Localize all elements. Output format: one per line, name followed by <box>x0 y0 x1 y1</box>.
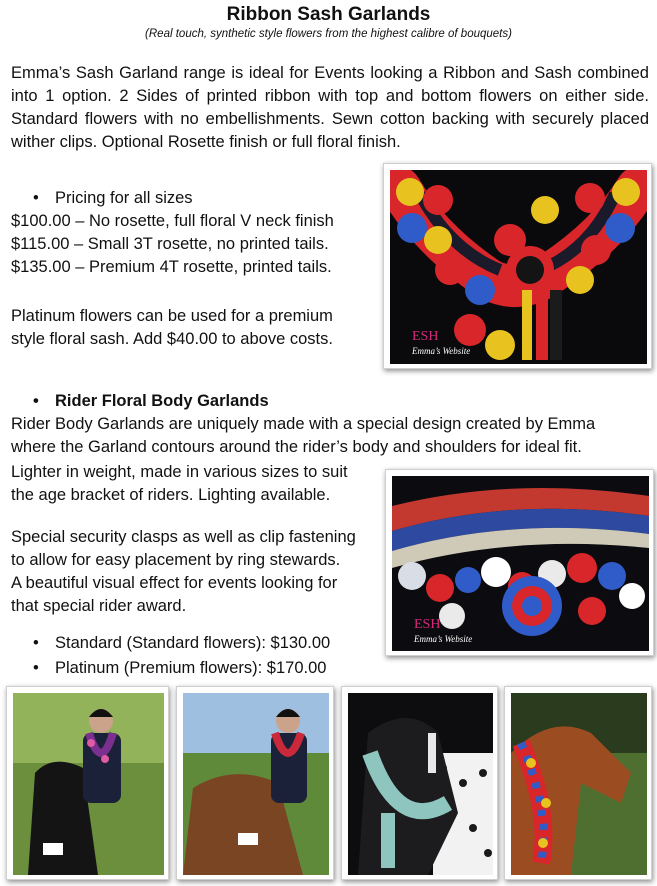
price-line: $100.00 – No rosette, full floral V neck finish <box>11 212 334 230</box>
price-line: $135.00 – Premium 4T rosette, printed tails. <box>11 258 332 276</box>
page-title: Ribbon Sash Garlands <box>226 4 431 25</box>
pricing-heading: Pricing for all sizes <box>55 189 193 207</box>
rider-photo-1 <box>6 686 169 880</box>
bullet-dot: • <box>33 659 39 677</box>
security-text: Special security clasps as well as clip fastening <box>11 528 356 546</box>
option-standard: Standard (Standard flowers): $130.00 <box>55 634 331 652</box>
bullet-dot: • <box>33 392 39 410</box>
watermark-caption: Emma’s Website <box>414 634 473 644</box>
platinum-note: Platinum flowers can be used for a premium <box>11 307 333 325</box>
security-text: that special rider award. <box>11 597 187 615</box>
watermark-logo: ESH <box>412 329 439 344</box>
rider-photo-2 <box>176 686 334 880</box>
rider-desc: Lighter in weight, made in various sizes to suit <box>11 463 348 481</box>
option-platinum: Platinum (Premium flowers): $170.00 <box>55 659 327 677</box>
page-subtitle: (Real touch, synthetic style flowers from the highest calibre of bouquets) <box>145 28 512 40</box>
horse-photo-1 <box>341 686 498 880</box>
platinum-note: style floral sash. Add $40.00 to above costs. <box>11 330 333 348</box>
intro-paragraph: Emma’s Sash Garland range is ideal for Events looking a Ribbon and Sash combined into 1 option. 2 Sides of printed ribbon with top and bottom flowers on either side. Standard flowers with no embellishments. Sewn cotton backing with securely placed wither clips. Optional Rosette finish or full floral finish. <box>11 64 649 151</box>
watermark-logo: ESH <box>414 617 441 632</box>
security-text: to allow for easy placement by ring stewards. <box>11 551 341 569</box>
bullet-dot: • <box>33 634 39 652</box>
rider-desc: where the Garland contours around the rider’s body and shoulders for ideal fit. <box>11 438 582 456</box>
price-line: $115.00 – Small 3T rosette, no printed tails. <box>11 235 329 253</box>
security-text: A beautiful visual effect for events looking for <box>11 574 338 592</box>
sash-garland-photo <box>383 163 652 369</box>
rider-desc: the age bracket of riders. Lighting available. <box>11 486 331 504</box>
rider-garland-photo <box>385 469 654 656</box>
rider-heading: Rider Floral Body Garlands <box>55 392 269 410</box>
rider-desc: Rider Body Garlands are uniquely made with a special design created by Emma <box>11 415 596 433</box>
bullet-dot: • <box>33 189 39 207</box>
watermark-caption: Emma’s Website <box>412 346 471 356</box>
horse-photo-2 <box>504 686 652 880</box>
